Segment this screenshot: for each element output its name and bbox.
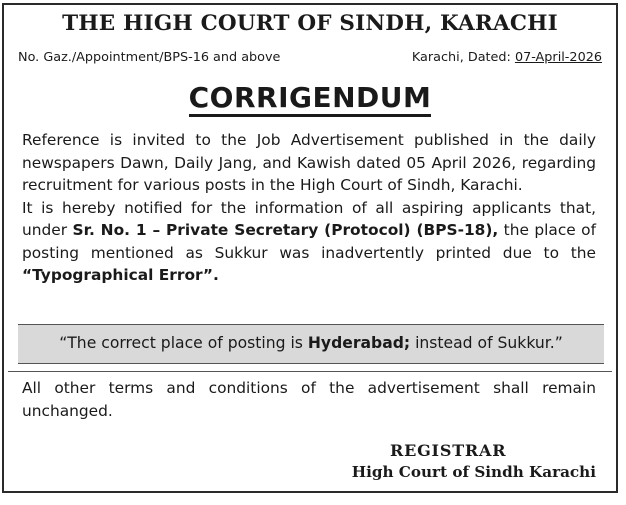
para2-text-b: the place of posting mentioned as Sukkur was inadvertently printed due to the xyxy=(22,221,596,262)
date-value: 07-April-2026 xyxy=(514,50,602,65)
correction-text-a: “The correct place of posting is xyxy=(59,334,308,352)
post-name: Sr. No. 1 – Private Secretary (Protocol) (BPS-18), xyxy=(72,221,499,239)
date-line xyxy=(412,50,602,65)
signatory-title: REGISTRAR xyxy=(390,441,507,460)
reference-number: No. Gaz./Appointment/BPS-16 and above xyxy=(18,50,281,65)
paragraph-notification xyxy=(22,197,596,287)
correction-box xyxy=(18,324,604,364)
heading-text: CORRIGENDUM xyxy=(189,82,432,117)
corrigendum-notice xyxy=(2,3,618,493)
heading xyxy=(4,81,616,117)
para2-text-a: It is hereby notified for the information of all aspiring applicants that, under xyxy=(22,198,596,239)
notice-body xyxy=(22,129,596,287)
divider xyxy=(8,371,612,372)
signatory-organization: High Court of Sindh Karachi xyxy=(351,463,596,481)
closing-paragraph: All other terms and conditions of the advertisement shall remain unchanged. xyxy=(22,379,596,420)
paragraph-reference: Reference is invited to the Job Advertisement published in the daily newspapers Dawn, Daily Jang, and Kawish dated 05 April 2026, regarding recruitment for various posts in the High Court of Sindh, Karachi. xyxy=(22,131,596,194)
court-title: THE HIGH COURT OF SINDH, KARACHI xyxy=(62,11,558,36)
error-phrase: “Typographical Error”. xyxy=(22,266,219,284)
date-prefix: Karachi, Dated: xyxy=(411,50,515,65)
correct-place: Hyderabad; xyxy=(307,334,411,352)
reference-row xyxy=(18,50,602,66)
correction-text-b: instead of Sukkur.” xyxy=(410,334,563,352)
